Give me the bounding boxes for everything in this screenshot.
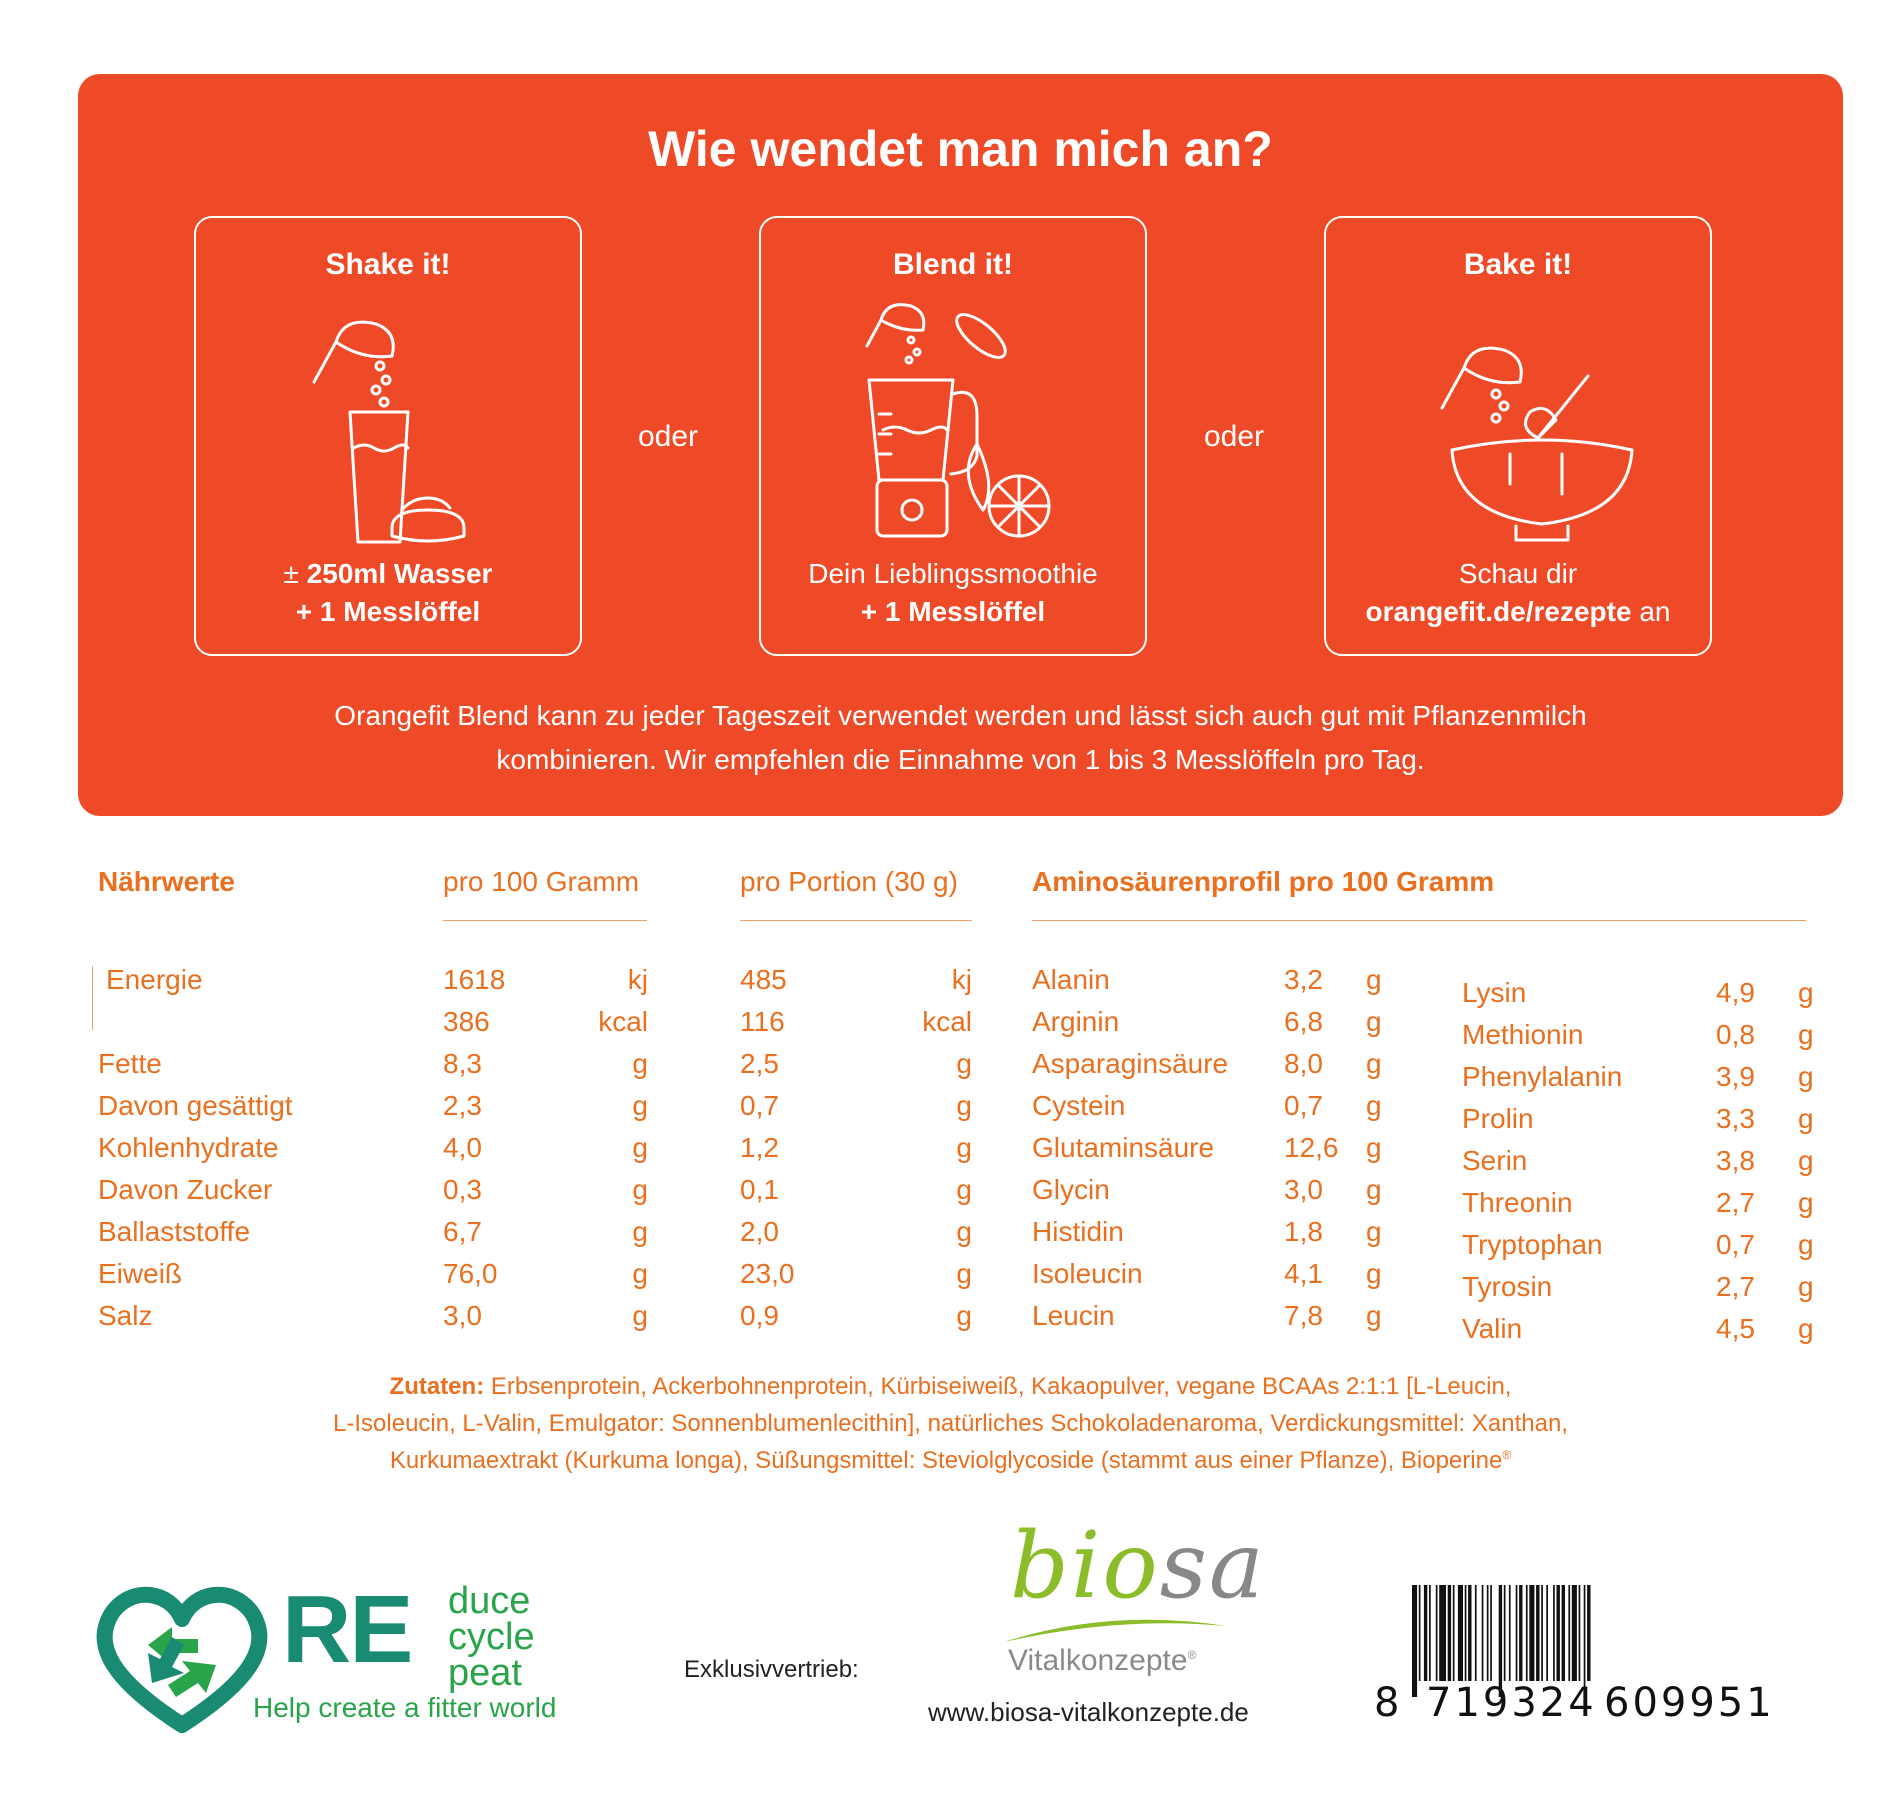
amino-cell-name: Valin [1462, 1313, 1523, 1344]
barcode-bar [1412, 1585, 1417, 1697]
barcode-digits-group-1: 719324 [1426, 1680, 1597, 1726]
amino-cell-name: Prolin [1462, 1103, 1534, 1134]
amino-cell-name: Leucin [1032, 1300, 1115, 1331]
ingredients-line-1: Zutaten: Erbsenprotein, Ackerbohnenprotein, Kürbiseiweiß, Kakaopulver, vegane BCAAs 2:1:1 [L-Leucin, [389, 1373, 1512, 1400]
nutrition-cell-u100: g [632, 1174, 648, 1205]
nutrition-cell-name: Davon gesättigt [98, 1090, 293, 1121]
amino-cell-unit: g [1798, 1313, 1814, 1344]
re-word: duce [448, 1580, 531, 1622]
barcode-bar [1562, 1585, 1565, 1681]
barcode-bar [1509, 1585, 1511, 1681]
amino-cell-name: Methionin [1462, 1019, 1584, 1050]
amino-cell-unit: g [1366, 1258, 1382, 1289]
nutrition-cell-u100: kj [627, 964, 648, 995]
barcode-bar [1504, 1585, 1506, 1681]
panel-title: Wie wendet man mich an? [648, 121, 1273, 177]
barcode-bar [1541, 1585, 1543, 1681]
amino-cell-value: 0,7 [1716, 1229, 1755, 1260]
nutrition-cell-v100: 386 [443, 1006, 490, 1037]
barcode-bar [1458, 1585, 1463, 1681]
re-logo-text: RE [282, 1576, 412, 1683]
nutrition-cell-vp: 485 [740, 964, 787, 995]
amino-cell-name: Lysin [1462, 977, 1527, 1008]
amino-cell-value: 1,8 [1284, 1216, 1323, 1247]
card-line-1: Dein Lieblingssmoothie [808, 558, 1098, 589]
barcode-bar [1546, 1585, 1548, 1681]
mixing-bowl-icon [1326, 294, 1710, 544]
card-line-1: ± 250ml Wasser [283, 558, 493, 589]
barcode-bar [1536, 1585, 1539, 1681]
tagline: Help create a fitter world [253, 1692, 557, 1723]
amino-header: Aminosäurenprofil pro 100 Gramm [1032, 866, 1495, 897]
amino-cell-value: 3,8 [1716, 1145, 1755, 1176]
blender-icon [761, 294, 1145, 544]
nutrition-cell-vp: 0,7 [740, 1090, 779, 1121]
card-line-2: + 1 Messlöffel [860, 596, 1046, 627]
nutrition-cell-v100: 6,7 [443, 1216, 482, 1247]
amino-cell-unit: g [1798, 977, 1814, 1008]
amino-cell-value: 3,0 [1284, 1174, 1323, 1205]
barcode-bar [1448, 1585, 1451, 1681]
card-title: Bake it! [1463, 248, 1573, 281]
nutrition-cell-vp: 23,0 [740, 1258, 795, 1289]
nutrition-cell-v100: 3,0 [443, 1300, 482, 1331]
amino-cell-value: 3,3 [1716, 1103, 1755, 1134]
per-portion-header: pro Portion (30 g) [740, 866, 958, 897]
amino-cell-value: 4,9 [1716, 977, 1755, 1008]
amino-cell-value: 3,9 [1716, 1061, 1755, 1092]
nutrition-cell-v100: 2,3 [443, 1090, 482, 1121]
nutrition-cell-vp: 116 [740, 1006, 785, 1037]
amino-cell-unit: g [1366, 1132, 1382, 1163]
nutrition-cell-v100: 4,0 [443, 1132, 482, 1163]
nutrition-cell-name: Salz [98, 1300, 153, 1331]
amino-cell-value: 0,7 [1284, 1090, 1323, 1121]
card-line-2: orangefit.de/rezepte an [1365, 596, 1671, 627]
amino-cell-value: 8,0 [1284, 1048, 1323, 1079]
energy-bracket [92, 966, 93, 1030]
amino-cell-name: Serin [1462, 1145, 1528, 1176]
bake-card [1324, 216, 1712, 656]
brand-subtitle: Vitalkonzepte® [1008, 1644, 1197, 1677]
amino-cell-value: 4,1 [1284, 1258, 1323, 1289]
amino-cell-unit: g [1366, 1216, 1382, 1247]
nutrition-cell-u100: g [632, 1048, 648, 1079]
nutrition-cell-u100: kcal [598, 1006, 648, 1037]
ingredients-label: Zutaten: [389, 1373, 485, 1400]
barcode-bar [1568, 1585, 1570, 1681]
re-word: peat [448, 1652, 522, 1694]
amino-cell-unit: g [1798, 1229, 1814, 1260]
card-line-2: + 1 Messlöffel [295, 596, 481, 627]
ingredients-line-3: Kurkumaextrakt (Kurkuma longa), Süßungsmittel: Steviolglycoside (stammt aus einer Pflanze), Bioperine® [389, 1447, 1512, 1474]
amino-cell-name: Asparaginsäure [1032, 1048, 1229, 1079]
nutrition-cell-up: g [956, 1300, 972, 1331]
nutrition-cell-vp: 1,2 [740, 1132, 779, 1163]
card-line-1: Schau dir [1458, 558, 1578, 589]
amino-cell-value: 2,7 [1716, 1187, 1755, 1218]
nutrition-cell-name: Fette [98, 1048, 162, 1079]
barcode-bar [1419, 1585, 1421, 1681]
amino-cell-name: Tryptophan [1462, 1229, 1603, 1260]
divider [740, 920, 972, 921]
amino-cell-unit: g [1366, 964, 1382, 995]
nutrition-cell-up: g [956, 1174, 972, 1205]
oder-label: oder [638, 420, 699, 453]
nutrition-cell-u100: g [632, 1132, 648, 1163]
amino-cell-value: 0,8 [1716, 1019, 1755, 1050]
barcode-bar [1553, 1585, 1555, 1681]
nutrition-cell-up: g [956, 1090, 972, 1121]
barcode-bar [1475, 1585, 1477, 1681]
nutrition-cell-up: g [956, 1132, 972, 1163]
barcode-bar [1468, 1585, 1471, 1681]
amino-cell-name: Glycin [1032, 1174, 1110, 1205]
nutrition-cell-v100: 76,0 [443, 1258, 498, 1289]
shaker-scoop-icon [196, 294, 580, 544]
barcode-bar [1572, 1585, 1577, 1681]
card-title: Blend it! [893, 248, 1013, 281]
divider [1032, 920, 1806, 921]
nutrition-cell-up: kcal [922, 1006, 972, 1037]
barcode-bar [1436, 1585, 1438, 1681]
biosa-logo: biosa [1010, 1512, 1266, 1619]
amino-cell-value: 2,7 [1716, 1271, 1755, 1302]
barcode-bar [1587, 1585, 1590, 1681]
barcode-digits-group-2: 609951 [1604, 1680, 1775, 1726]
nutrition-cell-name: Davon Zucker [98, 1174, 273, 1205]
re-word: cycle [448, 1616, 535, 1658]
nutrition-cell-name: Energie [106, 964, 203, 995]
amino-cell-name: Alanin [1032, 964, 1110, 995]
nutrition-cell-vp: 0,9 [740, 1300, 779, 1331]
amino-cell-unit: g [1798, 1187, 1814, 1218]
amino-cell-name: Cystein [1032, 1090, 1126, 1121]
exclusive-label: Exklusivvertrieb: [684, 1656, 859, 1683]
amino-cell-value: 4,5 [1716, 1313, 1755, 1344]
divider [443, 920, 647, 921]
nutrition-cell-up: g [956, 1048, 972, 1079]
amino-cell-unit: g [1366, 1048, 1382, 1079]
barcode-bar [1429, 1585, 1431, 1681]
amino-cell-unit: g [1366, 1300, 1382, 1331]
card-title: Shake it! [325, 248, 451, 281]
nutrition-cell-v100: 1618 [443, 964, 506, 995]
usage-note-line-2: kombinieren. Wir empfehlen die Einnahme von 1 bis 3 Messlöffeln pro Tag. [496, 744, 1425, 775]
barcode-bar [1453, 1585, 1455, 1681]
amino-cell-unit: g [1798, 1061, 1814, 1092]
recipe-link[interactable]: orangefit.de/rezepte [1365, 596, 1632, 627]
nutrition-cell-v100: 8,3 [443, 1048, 482, 1079]
nutrition-cell-up: g [956, 1258, 972, 1289]
usage-panel [78, 74, 1843, 816]
nutrition-cell-name: Kohlenhydrate [98, 1132, 279, 1163]
nutrition-cell-u100: g [632, 1216, 648, 1247]
blend-card [759, 216, 1147, 656]
barcode-bar [1526, 1585, 1528, 1681]
barcode-bar [1529, 1585, 1534, 1681]
biosa-swoosh-icon [1000, 1612, 1230, 1648]
nutrition-cell-up: kj [951, 964, 972, 995]
amino-cell-unit: g [1798, 1019, 1814, 1050]
nutrition-cell-v100: 0,3 [443, 1174, 482, 1205]
nutrition-cell-vp: 2,0 [740, 1216, 779, 1247]
amino-cell-value: 7,8 [1284, 1300, 1323, 1331]
amino-cell-name: Isoleucin [1032, 1258, 1143, 1289]
nutrition-cell-name: Eiweiß [98, 1258, 183, 1289]
barcode-digit: 8 [1374, 1680, 1400, 1726]
amino-cell-name: Arginin [1032, 1006, 1120, 1037]
amino-cell-name: Glutaminsäure [1032, 1132, 1215, 1163]
oder-label: oder [1204, 420, 1265, 453]
recycle-heart-icon [92, 1585, 272, 1735]
shake-card [194, 216, 582, 656]
barcode-bar [1465, 1585, 1467, 1681]
amino-cell-unit: g [1798, 1271, 1814, 1302]
amino-cell-name: Histidin [1032, 1216, 1124, 1247]
nutrition-cell-name: Ballaststoffe [98, 1216, 251, 1247]
nutrition-cell-u100: g [632, 1258, 648, 1289]
barcode-bar [1579, 1585, 1581, 1681]
barcode-bar [1482, 1585, 1484, 1681]
barcode-bar [1424, 1585, 1427, 1681]
amino-cell-name: Tyrosin [1462, 1271, 1553, 1302]
amino-cell-unit: g [1798, 1145, 1814, 1176]
amino-cell-value: 3,2 [1284, 964, 1323, 995]
amino-cell-unit: g [1366, 1174, 1382, 1205]
nutrition-header: Nährwerte [98, 866, 235, 897]
per-100g-header: pro 100 Gramm [443, 866, 640, 897]
nutrition-cell-up: g [956, 1216, 972, 1247]
amino-cell-name: Phenylalanin [1462, 1061, 1623, 1092]
nutrition-cell-vp: 0,1 [740, 1174, 779, 1205]
amino-cell-unit: g [1366, 1006, 1382, 1037]
barcode-bar [1516, 1585, 1518, 1681]
barcode-bar [1487, 1585, 1489, 1681]
ingredients-line-2: L-Isoleucin, L-Valin, Emulgator: Sonnenblumenlecithin], natürliches Schokoladenaroma, Verdickungsmittel: Xanthan, [333, 1410, 1568, 1437]
barcode-bar [1490, 1585, 1492, 1681]
nutrition-cell-u100: g [632, 1300, 648, 1331]
barcode-bar [1557, 1585, 1560, 1681]
amino-cell-name: Threonin [1462, 1187, 1573, 1218]
nutrition-cell-u100: g [632, 1090, 648, 1121]
amino-cell-value: 6,8 [1284, 1006, 1323, 1037]
website-link[interactable]: www.biosa-vitalkonzepte.de [928, 1697, 1249, 1727]
amino-cell-unit: g [1366, 1090, 1382, 1121]
amino-cell-unit: g [1798, 1103, 1814, 1134]
barcode-bar [1519, 1585, 1522, 1681]
barcode-bar [1439, 1585, 1446, 1681]
usage-note-line-1: Orangefit Blend kann zu jeder Tageszeit verwendet werden und lässt sich auch gut mit Pflanzenmilch [334, 700, 1587, 731]
nutrition-cell-vp: 2,5 [740, 1048, 779, 1079]
amino-cell-value: 12,6 [1284, 1132, 1339, 1163]
